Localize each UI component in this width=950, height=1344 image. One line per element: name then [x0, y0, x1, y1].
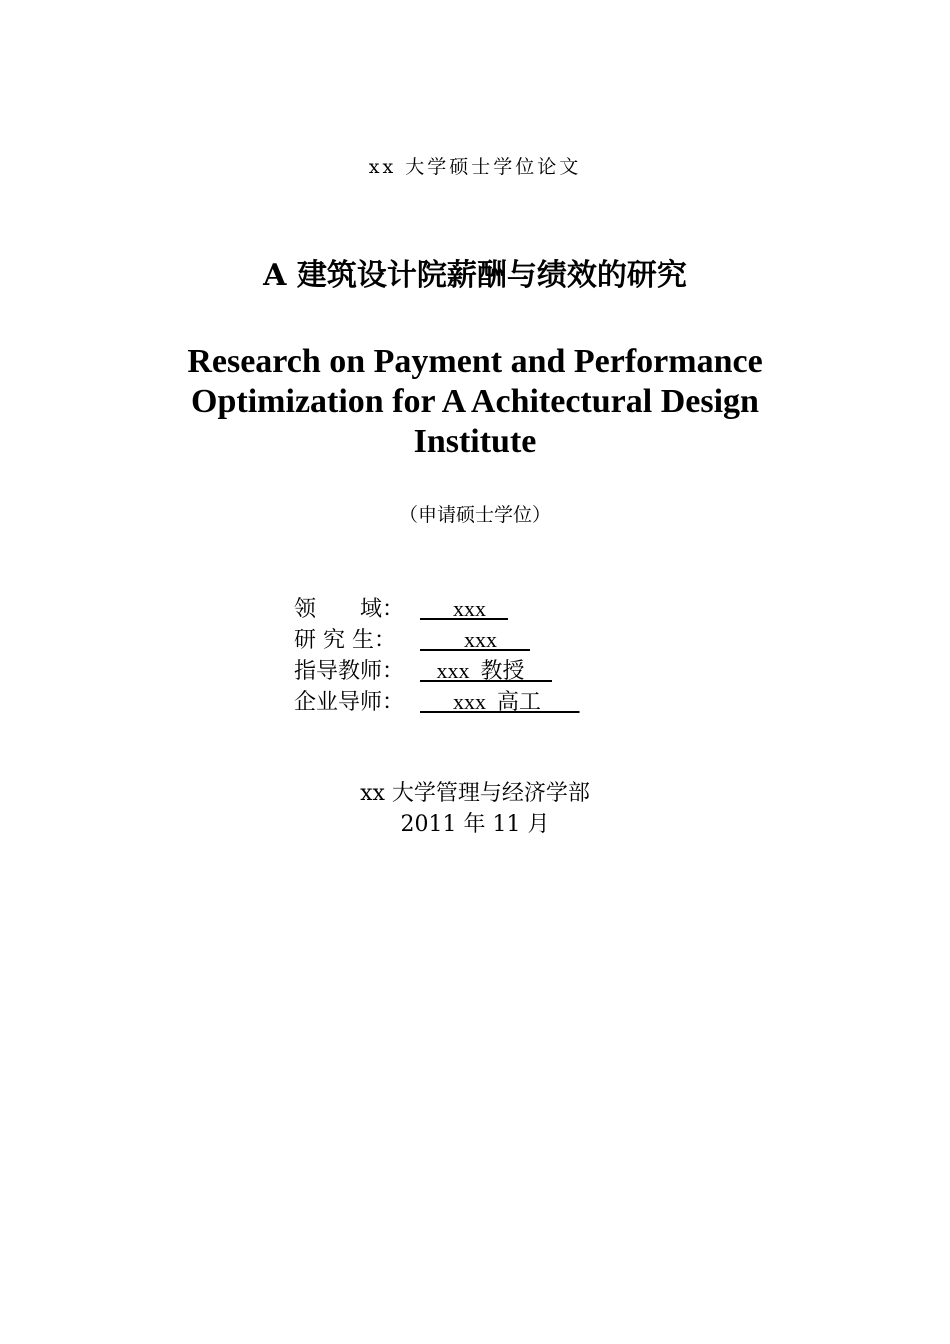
- info-row-student: [294, 624, 694, 655]
- degree-application: （申请硕士学位）: [398, 504, 551, 526]
- advisor-label: 指导教师：: [294, 659, 405, 684]
- thesis-date: 2011 年 11 月: [400, 812, 550, 837]
- info-row-field: [294, 593, 694, 624]
- advisor-value: xxx 教授: [420, 658, 553, 683]
- student-label: 研 究 生：: [294, 628, 396, 653]
- enterprise-advisor-value: xxx 高工: [420, 689, 580, 714]
- info-block: [294, 593, 694, 717]
- footer: [0, 778, 950, 840]
- field-label: 领 域：: [294, 597, 405, 622]
- chinese-title: A 建筑设计院薪酬与绩效的研究: [263, 258, 687, 293]
- field-value: xxx: [420, 596, 508, 621]
- university-thesis-header: xx 大学硕士学位论文: [368, 156, 582, 178]
- department-name: xx 大学管理与经济学部: [360, 781, 590, 806]
- english-title: Research on Payment and Performance Optimization for A Achitectural Design Institute: [187, 343, 763, 460]
- info-row-advisor: [294, 655, 694, 686]
- info-row-enterprise-advisor: [294, 686, 694, 717]
- enterprise-advisor-label: 企业导师：: [294, 690, 405, 715]
- student-value: xxx: [420, 627, 530, 652]
